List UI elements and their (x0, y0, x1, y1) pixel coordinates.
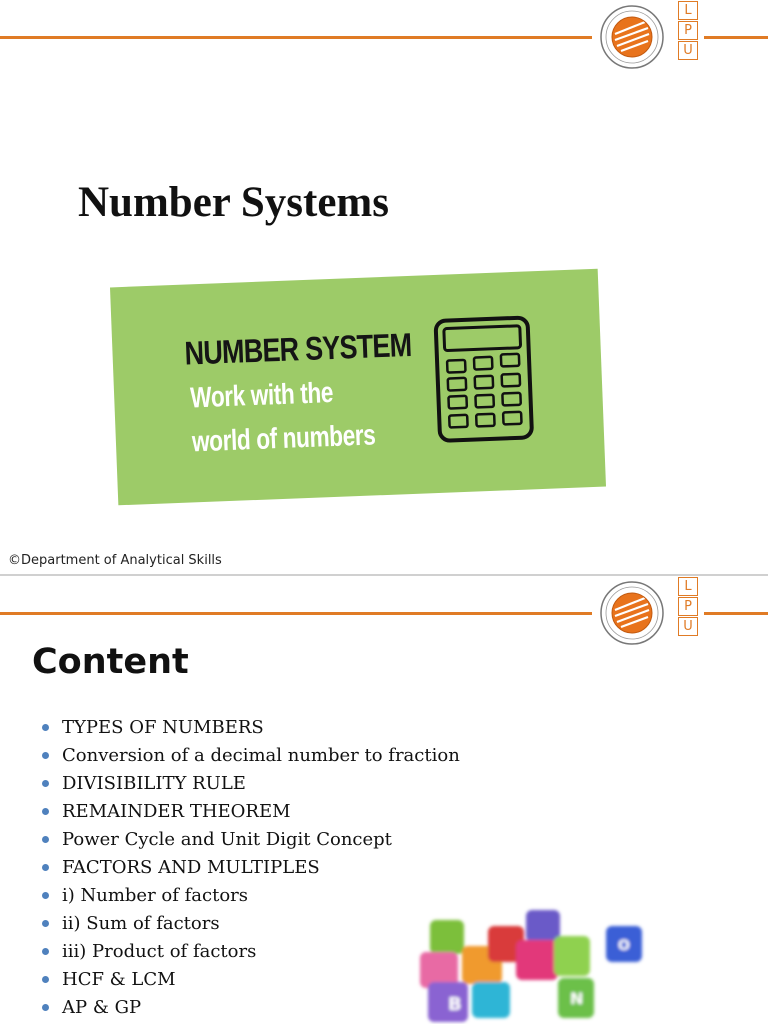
list-item (40, 882, 460, 910)
list-item (40, 714, 460, 742)
bullet-icon (42, 948, 49, 955)
bullet-icon (42, 864, 49, 871)
university-seal-icon (599, 580, 665, 646)
list-item (40, 798, 460, 826)
logo-letter: P (678, 597, 698, 616)
banner-subtitle-line: Work with the (189, 376, 334, 415)
list-item (40, 826, 460, 854)
list-item (40, 994, 460, 1022)
list-item-text: TYPES OF NUMBERS (62, 717, 264, 738)
number-cubes-image (408, 906, 678, 1024)
contents-list (40, 714, 460, 1022)
contents-heading: Content (32, 642, 189, 682)
list-item (40, 910, 460, 938)
svg-text:N: N (570, 989, 584, 1008)
banner-subtitle-line: world of numbers (191, 419, 377, 459)
bullet-icon (42, 836, 49, 843)
banner-title: NUMBER SYSTEM (183, 325, 412, 372)
topic-banner (110, 269, 606, 506)
list-item (40, 742, 460, 770)
list-item (40, 966, 460, 994)
list-item (40, 854, 460, 882)
list-item-text: Power Cycle and Unit Digit Concept (62, 829, 392, 850)
list-item-text: FACTORS AND MULTIPLES (62, 857, 320, 878)
list-item-text: REMAINDER THEOREM (62, 801, 291, 822)
logo-letter: U (678, 617, 698, 636)
header-rule-right (704, 36, 768, 39)
bullet-icon (42, 976, 49, 983)
list-item-text: iii) Product of factors (62, 941, 257, 962)
list-item-text: i) Number of factors (62, 885, 249, 906)
list-item (40, 770, 460, 798)
header-rule-right (704, 612, 768, 615)
logo-letter: U (678, 41, 698, 60)
bullet-icon (42, 1004, 49, 1011)
bullet-icon (42, 920, 49, 927)
lpu-logo (678, 577, 698, 636)
svg-text:B: B (448, 994, 462, 1015)
bullet-icon (42, 892, 49, 899)
logo-letter: P (678, 21, 698, 40)
bullet-icon (42, 752, 49, 759)
list-item-text: DIVISIBILITY RULE (62, 773, 246, 794)
list-item-text: Conversion of a decimal number to fraction (62, 745, 460, 766)
svg-text:O: O (618, 938, 630, 954)
bullet-icon (42, 808, 49, 815)
bullet-icon (42, 780, 49, 787)
header-rule-left (0, 36, 592, 39)
logo-letter: L (678, 577, 698, 596)
calculator-icon (429, 313, 538, 445)
slide-title-text: Number Systems (78, 179, 389, 226)
list-item-text: AP & GP (62, 997, 142, 1018)
list-item (40, 938, 460, 966)
list-item-text: HCF & LCM (62, 969, 176, 990)
university-seal-icon (599, 4, 665, 70)
bullet-icon (42, 724, 49, 731)
logo-letter: L (678, 1, 698, 20)
header-rule-left (0, 612, 592, 615)
slide-contents (0, 576, 768, 1024)
list-item-text: ii) Sum of factors (62, 913, 220, 934)
copyright-footer: ©Department of Analytical Skills (8, 553, 222, 568)
lpu-logo (678, 1, 698, 60)
